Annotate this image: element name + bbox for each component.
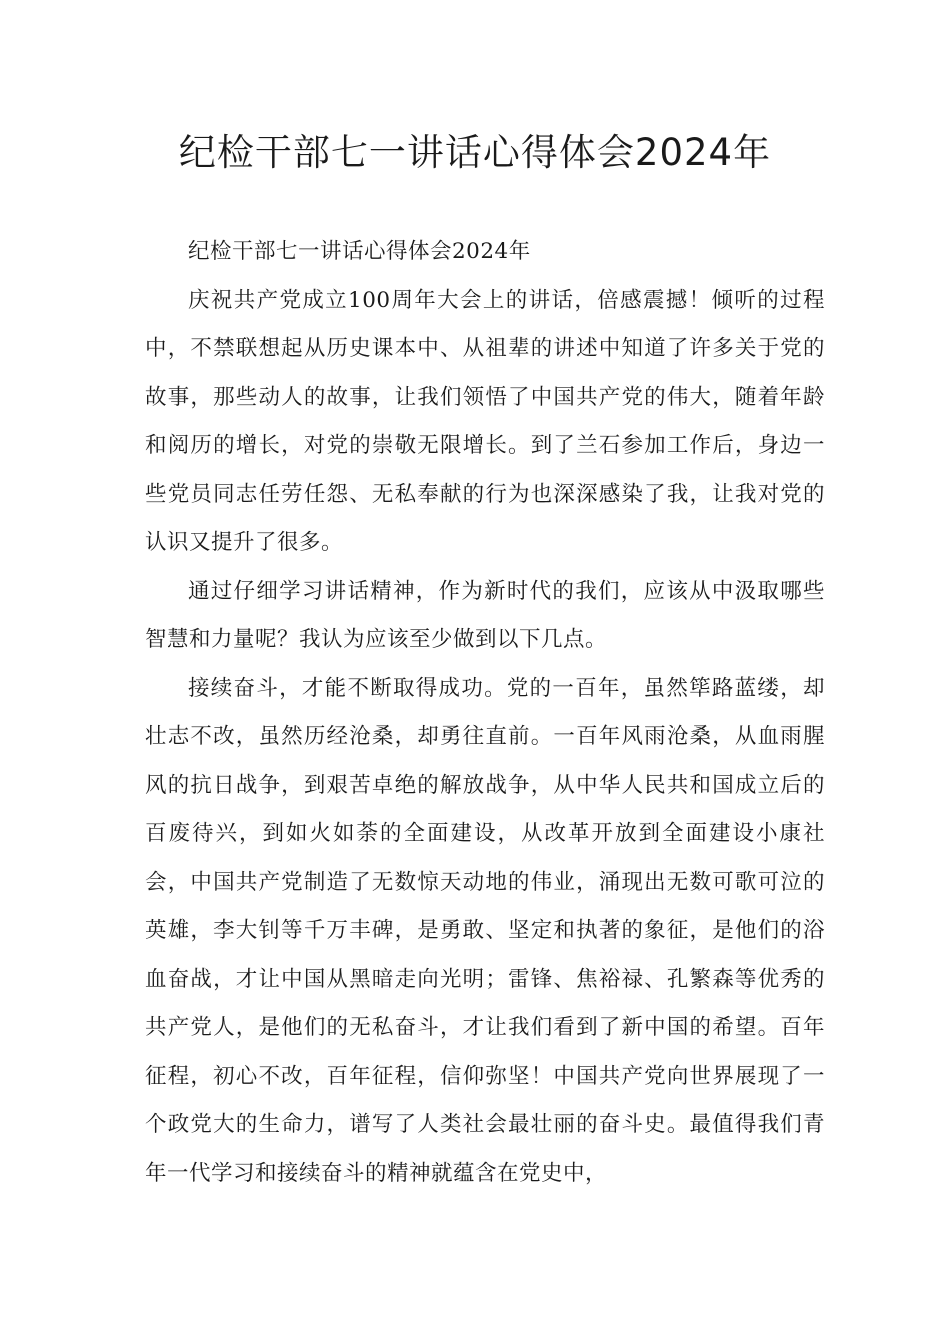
document-body [145,228,825,1198]
paragraph-3: 接续奋斗，才能不断取得成功。党的一百年，虽然筚路蓝缕，却壮志不改，虽然历经沧桑，却勇往直前。一百年风雨沧桑，从血雨腥风的抗日战争，到艰苦卓绝的解放战争，从中华人民共和国成立后的百废待兴，到如火如荼的全面建设，从改革开放到全面建设小康社会，中国共产党制造了无数惊天动地的伟业，涌现出无数可歌可泣的英雄，李大钊等千万丰碑，是勇敢、坚定和执著的象征，是他们的浴血奋战，才让中国从黑暗走向光明；雷锋、焦裕禄、孔繁森等优秀的共产党人，是他们的无私奋斗，才让我们看到了新中国的希望。百年征程，初心不改，百年征程，信仰弥坚！中国共产党向世界展现了一个政党大的生命力，谱写了人类社会最壮丽的奋斗史。最值得我们青年一代学习和接续奋斗的精神就蕴含在党史中， [145,675,825,1186]
paragraph-2: 通过仔细学习讲话精神，作为新时代的我们，应该从中汲取哪些智慧和力量呢？我认为应该至少做到以下几点。 [145,578,825,652]
paragraph-subtitle: 纪检干部七一讲话心得体会2024年 [188,239,531,264]
document-title: 纪检干部七一讲话心得体会2024年 [178,131,772,174]
paragraph-1: 庆祝共产党成立100周年大会上的讲话，倍感震撼！倾听的过程中，不禁联想起从历史课本中、从祖辈的讲述中知道了许多关于党的故事，那些动人的故事，让我们领悟了中国共产党的伟大，随着年龄和阅历的增长，对党的崇敬无限增长。到了兰石参加工作后，身边一些党员同志任劳任怨、无私奉献的行为也深深感染了我，让我对党的认识又提升了很多。 [145,287,825,555]
